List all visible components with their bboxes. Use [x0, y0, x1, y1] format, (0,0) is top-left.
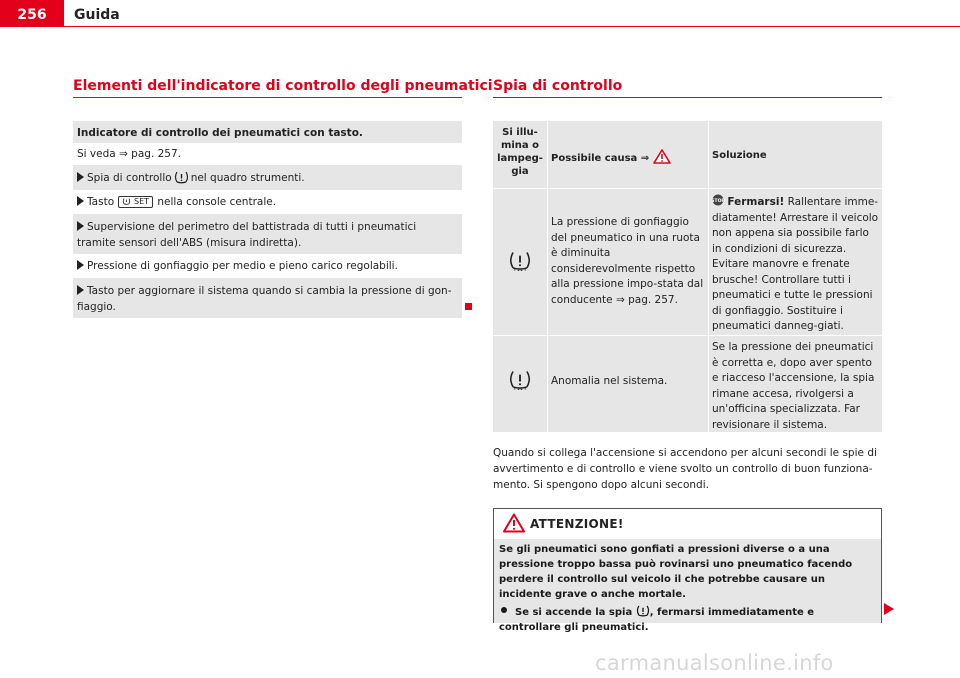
- warning-box: [493, 508, 882, 633]
- table-header-col2: Possibile causa ⇒: [548, 121, 708, 188]
- warning-body: [494, 539, 881, 633]
- left-section-rule: [73, 97, 462, 98]
- arrow-icon: [77, 196, 84, 206]
- tire-pressure-icon: [174, 171, 189, 189]
- table-header-col1: Si illu-mina o lampeg-gia: [493, 121, 547, 188]
- list-item: Supervisione del perimetro del battistrada di tutti i pneumatici tramite sensori dell'ABS (misura indiretta).: [73, 214, 462, 254]
- body-paragraph: Quando si collega l'accensione si accendono per alcuni secondi le spie di avvertimento e di controllo e viene svolto un controllo di buon funziona-mento. Si spengono dopo alcuni secondi.: [493, 447, 877, 491]
- warning-header: [494, 509, 881, 539]
- see-arrow: ⇒: [119, 148, 128, 160]
- warning-bullet: Se si accende la spia , fermarsi immediatamente e controllare gli pneumatici.: [499, 607, 815, 633]
- warning-title: ATTENZIONE!: [530, 517, 624, 531]
- section-end-marker: [465, 303, 472, 310]
- table-row-1-solution: STOP Fermarsi! Rallentare imme-diatamente! Arrestare il veicolo non appena sia possibile farlo in condizioni di sicurezza. Evitare manovre e frenate brusche! Controllare tutti i pneumatici e tutte le pressioni di gonfiaggio. Sostituire i pneumatici danneg-giati.: [709, 189, 882, 335]
- stop-icon: [712, 196, 724, 208]
- tire-pressure-icon: [508, 251, 532, 275]
- table-row-1-icon: [493, 189, 547, 335]
- bullet-icon: [501, 607, 507, 613]
- see-block: [73, 143, 462, 165]
- arrow-icon: [77, 285, 84, 295]
- next-page-arrow-icon: [884, 603, 894, 615]
- right-section-title: Spia di controllo: [493, 78, 623, 94]
- warning-text: Se gli pneumatici sono gonfiati a pressioni diverse o a una pressione troppo bassa può rovinarsi uno pneumatico facendo perdere il controllo sul veicolo il che potrebbe causare un incidente grave o anche mortale.: [499, 544, 853, 600]
- tire-pressure-icon: [508, 370, 532, 394]
- watermark: carmanualsonline.info: [595, 651, 834, 675]
- warning-triangle-icon: [503, 513, 525, 537]
- table-header-col3: Soluzione: [709, 121, 882, 188]
- svg-text:STOP: STOP: [711, 198, 725, 204]
- arrow-icon: [77, 221, 84, 231]
- see-reference: Si veda ⇒ pag. 257.: [77, 148, 181, 160]
- left-heading: Indicatore di controllo dei pneumatici con tasto.: [77, 127, 363, 139]
- header-rule: [64, 26, 960, 27]
- arrow-icon: [77, 260, 84, 270]
- list-item: Spia di controllo nel quadro strumenti.: [73, 165, 462, 190]
- left-heading-block: [73, 121, 462, 143]
- header-title: Guida: [74, 7, 120, 23]
- set-button-icon: SET: [118, 196, 153, 208]
- page-number: 256: [0, 0, 64, 27]
- warning-triangle-icon: [653, 153, 671, 164]
- table-row-1-cause: La pressione di gonfiaggio del pneumatico in una ruota è diminuita considerevolmente rispetto alla pressione impo-stata dal conducente ⇒ pag. 257.: [548, 189, 708, 335]
- right-section-rule: [493, 97, 882, 98]
- list-item: Tasto SET nella console centrale.: [73, 190, 462, 214]
- list-item: Tasto per aggiornare il sistema quando si cambia la pressione di gon-fiaggio.: [73, 278, 462, 318]
- table-row-2-icon: [493, 336, 547, 432]
- tire-pressure-icon: [636, 607, 650, 618]
- table-row-2-solution: Se la pressione dei pneumatici è corretta e, dopo aver spento e riacceso l'accensione, la spia rimane accesa, rivolgersi a un'officina specializzata. Far revisionare il sistema.: [709, 336, 882, 432]
- arrow-icon: [77, 172, 84, 182]
- left-section-title: Elementi dell'indicatore di controllo degli pneumatici: [73, 78, 493, 94]
- list-item: Pressione di gonfiaggio per medio e pieno carico regolabili.: [73, 254, 462, 278]
- table-row-2-cause: Anomalia nel sistema.: [548, 336, 708, 432]
